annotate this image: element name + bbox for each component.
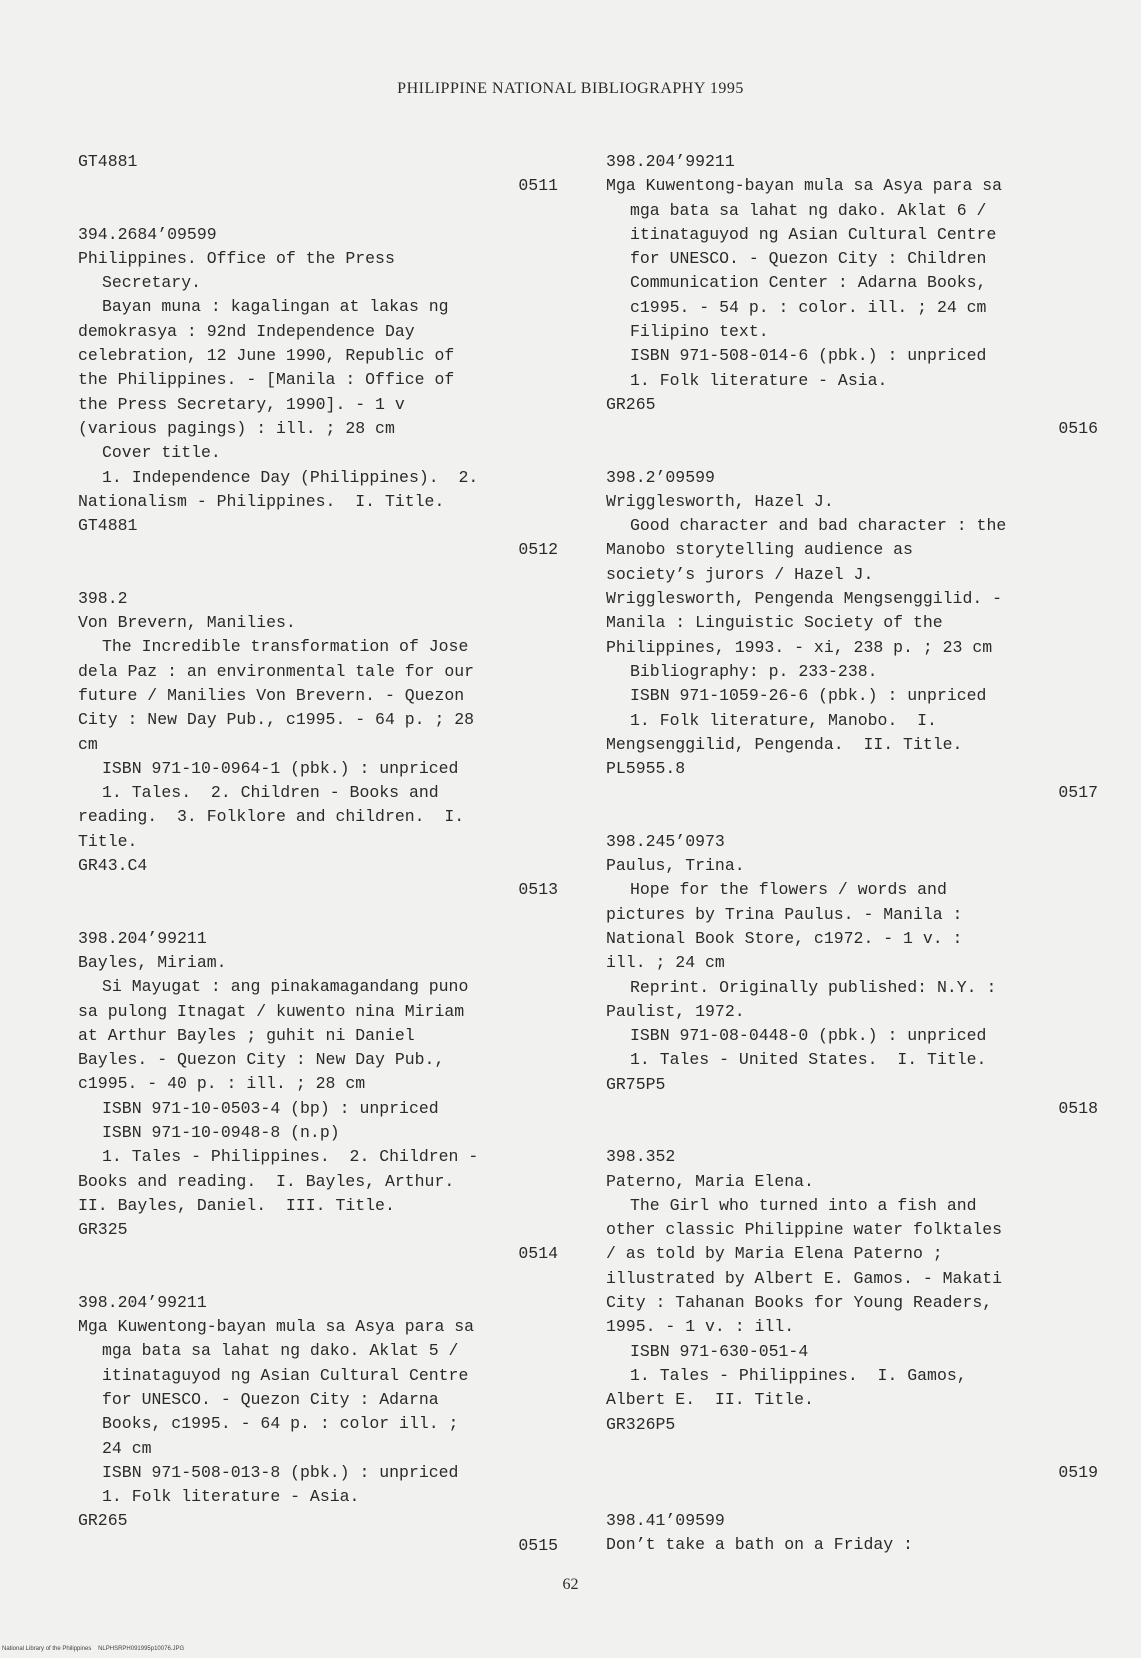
entry-line: Bayles. - Quezon City : New Day Pub., — [78, 1050, 445, 1070]
entry-line: Communication Center : Adarna Books, — [630, 273, 987, 293]
right-column — [606, 150, 1098, 1558]
entry-line: 1. Tales. 2. Children - Books and — [102, 783, 439, 803]
entry-line: GT4881 — [78, 516, 138, 536]
entry-line: II. Bayles, Daniel. III. Title. — [78, 1195, 395, 1215]
page-header: PHILIPPINE NATIONAL BIBLIOGRAPHY 1995 — [397, 80, 744, 97]
entry-number: 0516 — [1058, 419, 1098, 439]
entry-line: Wrigglesworth, Pengenda Mengsenggilid. - — [606, 589, 1003, 609]
entry-line: ill. ; 24 cm — [606, 953, 725, 973]
entry-line: itinataguyod ng Asian Cultural Centre — [630, 224, 997, 244]
entry-line: 398.2’09599 — [606, 467, 715, 487]
footer-file: NLPHSRPH091995p10076.JPG — [98, 1646, 185, 1652]
page-number: 62 — [562, 1576, 579, 1593]
entry-line: GR265 — [78, 1511, 128, 1531]
left-column — [78, 150, 558, 1558]
entry-line: Books, c1995. - 64 p. : color ill. ; — [102, 1414, 459, 1434]
footer-note — [2, 1646, 184, 1652]
entry-line: Albert E. II. Title. — [606, 1390, 814, 1410]
entry-line: ISBN 971-1059-26-6 (pbk.) : unpriced — [630, 686, 987, 706]
entry-line: sa pulong Itnagat / kuwento nina Miriam — [78, 1001, 465, 1021]
entry-line: itinataguyod ng Asian Cultural Centre — [102, 1365, 469, 1385]
entry-number: 0519 — [1058, 1462, 1098, 1482]
entry-line: 398.41’09599 — [606, 1511, 725, 1531]
entry-line: reading. 3. Folklore and children. I. — [78, 807, 465, 827]
entry-line: GR75P5 — [606, 1074, 666, 1094]
entry-line: c1995. - 54 p. : color. ill. ; 24 cm — [630, 297, 987, 317]
spacer — [78, 563, 558, 587]
entry-line: GR326P5 — [606, 1414, 676, 1434]
entry-line: GT4881 — [78, 152, 138, 171]
entry-line: Good character and bad character : the — [630, 516, 1007, 536]
entry-line: 398.352 — [606, 1147, 676, 1167]
entry-line: 394.2684’09599 — [78, 224, 217, 244]
entry-line: Philippines, 1993. - xi, 238 p. ; 23 cm — [606, 637, 993, 657]
entry-line: ISBN 971-630-051-4 — [630, 1341, 809, 1361]
entry-line: The Girl who turned into a fish and — [630, 1195, 977, 1215]
entry-line: future / Manilies Von Brevern. - Quezon — [78, 685, 465, 705]
spacer — [606, 442, 1098, 466]
entry-line: ISBN 971-10-0503-4 (bp) : unpriced — [102, 1098, 439, 1118]
entry-line: National Book Store, c1972. - 1 v. : — [606, 928, 963, 948]
spacer — [606, 1485, 1098, 1509]
entry-line: PL5955.8 — [606, 759, 686, 779]
entry-line: Books and reading. I. Bayles, Arthur. — [78, 1171, 455, 1191]
entry-number: 0512 — [518, 540, 558, 560]
entry-line: Filipino text. — [630, 322, 769, 342]
entry-line: 1. Tales - Philippines. I. Gamos, — [630, 1365, 967, 1385]
entry-line: Mengsenggilid, Pengenda. II. Title. — [606, 734, 963, 754]
entry-line: pictures by Trina Paulus. - Manila : — [606, 904, 963, 924]
entry-line: 398.245’0973 — [606, 831, 725, 851]
entry-line: Wrigglesworth, Hazel J. — [606, 491, 834, 511]
entry-line: Manobo storytelling audience as — [606, 540, 913, 560]
spacer — [606, 1121, 1098, 1145]
entry-line: 1. Independence Day (Philippines). 2. — [102, 467, 479, 487]
entry-line: GR43.C4 — [78, 856, 148, 876]
entry-line: demokrasya : 92nd Independence Day — [78, 321, 415, 341]
spacer — [78, 903, 558, 927]
entry-line: ISBN 971-10-0964-1 (pbk.) : unpriced — [102, 758, 459, 778]
entry-line: Bayan muna : kagalingan at lakas ng — [102, 297, 449, 317]
entry-line: mga bata sa lahat ng dako. Aklat 5 / — [102, 1341, 459, 1361]
entry-line: for UNESCO. - Quezon City : Adarna — [102, 1389, 439, 1409]
entry-line: 1. Tales - Philippines. 2. Children - — [102, 1147, 479, 1167]
entry-number: 0515 — [518, 1535, 558, 1555]
spacer — [78, 1267, 558, 1291]
entry-line: Hope for the flowers / words and — [630, 880, 947, 900]
entry-line: 1995. - 1 v. : ill. — [606, 1317, 795, 1337]
entry-line: 1. Folk literature - Asia. — [630, 370, 888, 390]
entry-line: ISBN 971-508-014-6 (pbk.) : unpriced — [630, 346, 987, 366]
entry-line: for UNESCO. - Quezon City : Children — [630, 249, 987, 269]
entry-line: Cover title. — [102, 443, 221, 463]
entry-line: Manila : Linguistic Society of the — [606, 613, 943, 633]
entry-line: ISBN 971-08-0448-0 (pbk.) : unpriced — [630, 1026, 987, 1046]
entry-line: Secretary. — [102, 273, 202, 293]
entry-line: 398.204’99211 — [78, 928, 207, 948]
entry-line: 398.204’99211 — [78, 1292, 207, 1312]
entry-number: 0513 — [518, 880, 558, 900]
entry-line: cm — [78, 734, 98, 754]
entry-number: 0518 — [1058, 1098, 1098, 1118]
entry-line: ISBN 971-508-013-8 (pbk.) : unpriced — [102, 1462, 459, 1482]
entry-line: Don’t take a bath on a Friday : — [606, 1535, 913, 1555]
entry-line: at Arthur Bayles ; guhit ni Daniel — [78, 1025, 415, 1045]
entry-line: Mga Kuwentong-bayan mula sa Asya para sa — [78, 1317, 475, 1337]
entry-line: c1995. - 40 p. : ill. ; 28 cm — [78, 1074, 366, 1094]
entry-line: GR325 — [78, 1220, 128, 1240]
entry-number: 0517 — [1058, 783, 1098, 803]
entry-line: ISBN 971-10-0948-8 (n.p) — [102, 1122, 340, 1142]
spacer — [78, 199, 558, 223]
entry-line: Title. — [78, 831, 138, 851]
entry-line: Paterno, Maria Elena. — [606, 1171, 814, 1191]
entry-line: illustrated by Albert E. Gamos. - Makati — [606, 1268, 1003, 1288]
entry-line: society’s jurors / Hazel J. — [606, 564, 874, 584]
entry-line: 1. Folk literature, Manobo. I. — [630, 710, 937, 730]
entry-line: Bayles, Miriam. — [78, 952, 227, 972]
entry-line: Reprint. Originally published: N.Y. : — [630, 977, 997, 997]
entry-line: City : New Day Pub., c1995. - 64 p. ; 28 — [78, 710, 475, 730]
entry-line: Paulus, Trina. — [606, 856, 745, 876]
entry-line: 398.2 — [78, 588, 128, 608]
entry-line: GR265 — [606, 394, 656, 414]
entry-line: Si Mayugat : ang pinakamagandang puno — [102, 977, 469, 997]
entry-line: the Press Secretary, 1990]. - 1 v — [78, 394, 405, 414]
entry-number: 0514 — [518, 1244, 558, 1264]
footer-library: National Library of the Philippines — [2, 1646, 92, 1652]
entry-line: 398.204’99211 — [606, 152, 735, 171]
entry-line: / as told by Maria Elena Paterno ; — [606, 1244, 943, 1264]
entry-line: Mga Kuwentong-bayan mula sa Asya para sa — [606, 176, 1003, 196]
entry-line: 24 cm — [102, 1438, 152, 1458]
entry-line: Nationalism - Philippines. I. Title. — [78, 491, 445, 511]
entry-line: Paulist, 1972. — [606, 1001, 745, 1021]
entry-number: 0511 — [518, 176, 558, 196]
entry-line: 1. Tales - United States. I. Title. — [630, 1050, 987, 1070]
entry-line: City : Tahanan Books for Young Readers, — [606, 1293, 993, 1313]
entry-line: other classic Philippine water folktales — [606, 1220, 1003, 1240]
entry-line: (various pagings) : ill. ; 28 cm — [78, 418, 395, 438]
entry-line: celebration, 12 June 1990, Republic of — [78, 346, 455, 366]
entry-line: the Philippines. - [Manila : Office of — [78, 370, 455, 390]
entry-line: The Incredible transformation of Jose — [102, 637, 469, 657]
entry-line: dela Paz : an environmental tale for our — [78, 661, 475, 681]
entry-line: Philippines. Office of the Press — [78, 248, 395, 268]
entry-line: mga bata sa lahat ng dako. Aklat 6 / — [630, 200, 987, 220]
entry-line: Bibliography: p. 233-238. — [630, 661, 878, 681]
spacer — [606, 1437, 1098, 1461]
entry-line: 1. Folk literature - Asia. — [102, 1487, 360, 1507]
entry-line: Von Brevern, Manilies. — [78, 613, 296, 633]
spacer — [606, 806, 1098, 830]
